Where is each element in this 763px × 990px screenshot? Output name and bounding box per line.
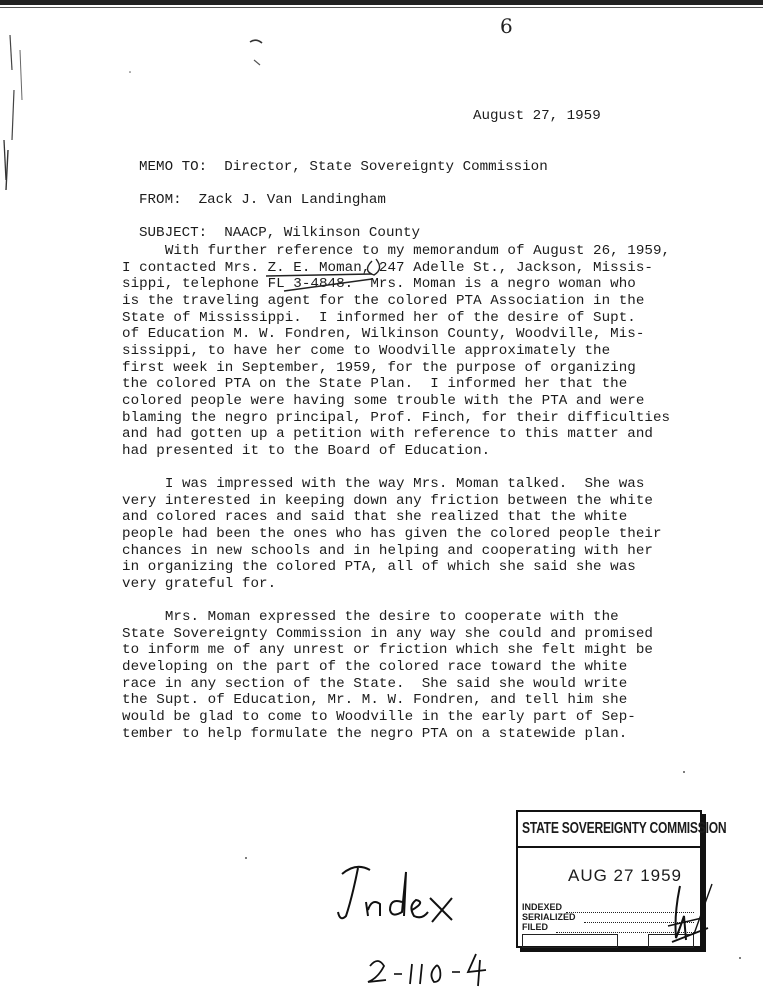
- stamp-field-filed: FILED: [522, 922, 548, 932]
- stamp-date: AUG 27 1959: [568, 866, 683, 885]
- stamp-field-indexed: INDEXED: [522, 902, 563, 912]
- memo-line: and colored races and said that she realized that the white: [122, 509, 628, 526]
- handwritten-page-number: 6: [500, 14, 513, 38]
- memo-to-value: Director, State Sovereignty Commission: [224, 159, 548, 175]
- memo-line: race in any section of the State. She said she would write: [122, 675, 628, 692]
- memo-line: the colored PTA on the State Plan. I informed her that the: [122, 376, 628, 393]
- memo-from-label: FROM:: [139, 192, 182, 208]
- memo-line: would be glad to come to Woodville in the early part of Sep-: [122, 708, 636, 725]
- memo-line: With further reference to my memorandum of August 26, 1959,: [122, 243, 671, 259]
- memo-line: and had gotten up a petition with reference to this matter and: [122, 426, 653, 443]
- memo-date: August 27, 1959: [473, 108, 601, 124]
- memo-line: colored people were having some trouble with the PTA and were: [122, 392, 645, 409]
- stamp-title: STATE SOVEREIGNTY COMMISSION: [522, 820, 727, 837]
- stamp-field-serialized: SERIALIZED: [522, 912, 576, 922]
- memo-line: blaming the negro principal, Prof. Finch, for their difficulties: [122, 409, 671, 426]
- memo-line: sissippi, to have her come to Woodville approximately the: [122, 342, 611, 359]
- memo-line: had presented it to the Board of Education.: [122, 442, 491, 459]
- memo-line: I was impressed with the way Mrs. Moman talked. She was: [122, 476, 645, 492]
- memo-line: very interested in keeping down any friction between the white: [122, 492, 653, 509]
- memo-line: in organizing the colored PTA, all of which she said she was: [122, 559, 636, 576]
- memo-line: State Sovereignty Commission in any way she could and promised: [122, 625, 653, 642]
- memo-line: of Education M. W. Fondren, Wilkinson County, Woodville, Mis-: [122, 326, 645, 343]
- memo-to-label: MEMO TO:: [139, 159, 208, 175]
- memo-line: tember to help formulate the negro PTA on a statewide plan.: [122, 725, 628, 742]
- memo-from-value: Zack J. Van Landingham: [198, 192, 386, 208]
- memo-subject-label: SUBJECT:: [139, 225, 208, 241]
- memo-subject-value: NAACP, Wilkinson County: [224, 225, 421, 241]
- memo-line: State of Mississippi. I informed her of the desire of Supt.: [122, 309, 636, 326]
- memo-line: I contacted Mrs. Z. E. Moman, 247 Adelle St., Jackson, Missis-: [122, 259, 653, 276]
- memo-line: people had been the ones who has given the colored people their: [122, 525, 662, 542]
- memo-line: first week in September, 1959, for the purpose of organizing: [122, 359, 636, 376]
- memo-line: Mrs. Moman expressed the desire to cooperate with the: [122, 609, 619, 625]
- memo-line: is the traveling agent for the colored PTA Association in the: [122, 292, 645, 309]
- memo-line: very grateful for.: [122, 575, 277, 592]
- memo-line: developing on the part of the colored race toward the white: [122, 658, 628, 675]
- memo-line: the Supt. of Education, Mr. M. W. Fondren, and tell him she: [122, 692, 628, 709]
- memo-line: to inform me of any unrest or friction which she felt might be: [122, 642, 653, 659]
- memo-line: chances in new schools and in helping and cooperating with her: [122, 542, 653, 559]
- memo-line: sippi, telephone FL 3-4848. Mrs. Moman is a negro woman who: [122, 276, 636, 293]
